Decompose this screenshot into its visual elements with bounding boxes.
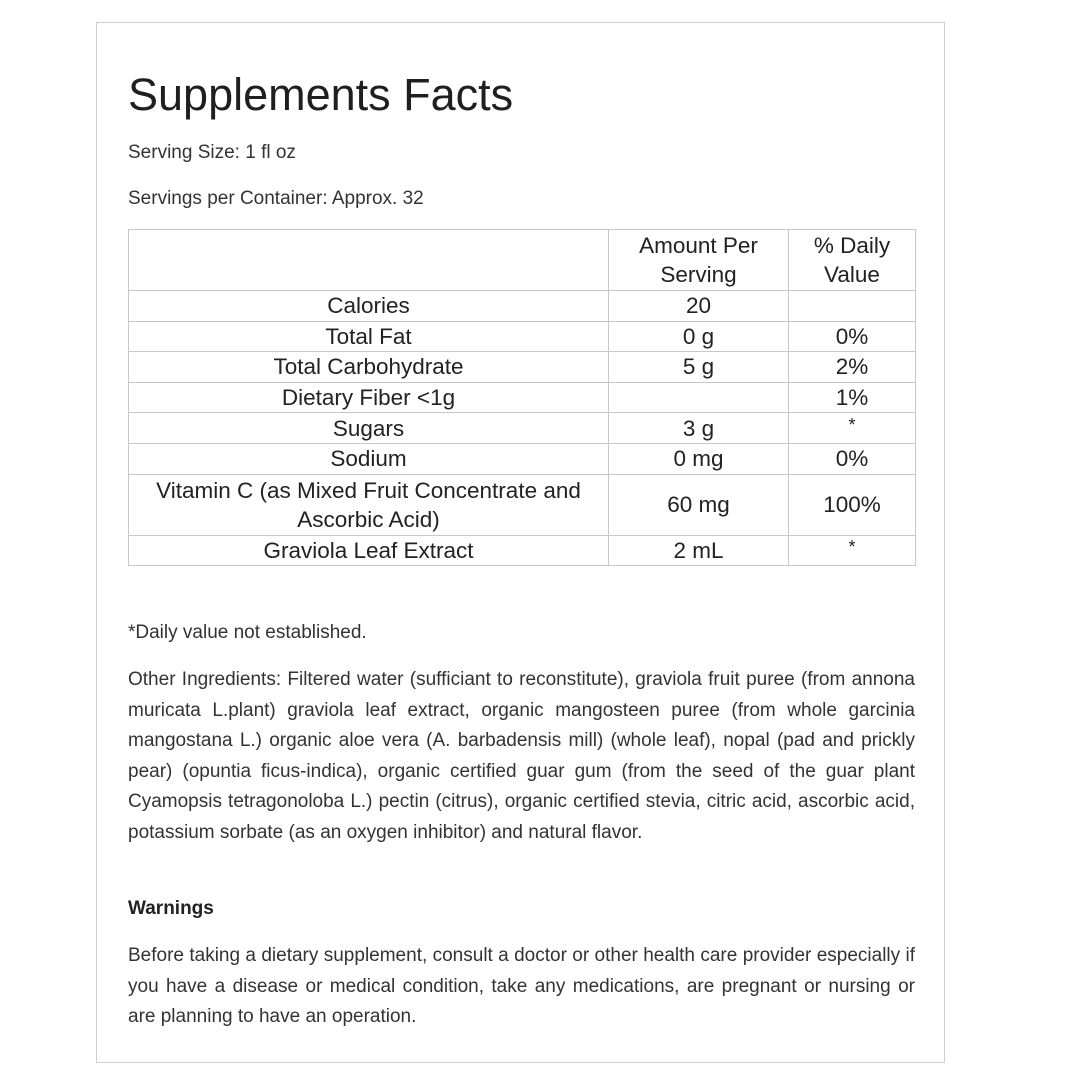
nutrient-name: Total Carbohydrate — [129, 352, 609, 383]
table-row — [129, 413, 916, 444]
nutrient-daily-value: 1% — [789, 382, 916, 413]
nutrient-name: Sodium — [129, 443, 609, 474]
nutrient-amount: 5 g — [609, 352, 789, 383]
nutrient-daily-value: 100% — [789, 474, 916, 535]
supplement-facts-table — [128, 229, 916, 566]
nutrient-name: Graviola Leaf Extract — [129, 535, 609, 566]
nutrient-amount: 60 mg — [609, 474, 789, 535]
table-row — [129, 443, 916, 474]
nutrient-amount: 20 — [609, 291, 789, 322]
table-row — [129, 291, 916, 322]
nutrient-amount: 2 mL — [609, 535, 789, 566]
nutrient-amount: 0 mg — [609, 443, 789, 474]
nutrient-name: Sugars — [129, 413, 609, 444]
nutrient-name: Total Fat — [129, 321, 609, 352]
serving-size: Serving Size: 1 fl oz — [128, 142, 296, 163]
nutrient-name: Calories — [129, 291, 609, 322]
header-daily-value: % Daily Value — [789, 230, 916, 291]
nutrient-daily-value: 0% — [789, 443, 916, 474]
nutrient-name: Vitamin C (as Mixed Fruit Concentrate and Ascorbic Acid) — [129, 474, 609, 535]
other-ingredients: Other Ingredients: Filtered water (sufficiant to reconstitute), graviola fruit puree (from annona muricata L.plant) graviola leaf extract, organic mangosteen puree (from whole garcinia mangostana L.) organic aloe vera (A. barbadensis mill) (whole leaf), nopal (pad and prickly pear) (opuntia ficus-indica), organic certified guar gum (from the seed of the guar plant Cyamopsis tetragonoloba L.) pectin (citrus), organic certified stevia, citric acid, ascorbic acid, potassium sorbate (as an oxygen inhibitor) and natural flavor. — [128, 669, 915, 843]
table-header-row — [129, 230, 916, 291]
header-name-cell — [129, 230, 609, 291]
table-row — [129, 352, 916, 383]
supplement-facts-panel — [96, 22, 945, 1063]
warnings-heading: Warnings — [128, 898, 214, 919]
table-row — [129, 321, 916, 352]
table-row — [129, 474, 916, 535]
nutrient-amount — [609, 382, 789, 413]
nutrient-amount: 3 g — [609, 413, 789, 444]
daily-value-footnote: *Daily value not established. — [128, 622, 367, 643]
daily-value-asterisk: * — [848, 414, 856, 435]
nutrient-amount: 0 g — [609, 321, 789, 352]
nutrient-daily-value — [789, 291, 916, 322]
table-row — [129, 382, 916, 413]
nutrient-daily-value — [789, 535, 916, 566]
daily-value-asterisk: * — [848, 536, 856, 557]
header-amount-per-serving: Amount Per Serving — [609, 230, 789, 291]
servings-per-container: Servings per Container: Approx. 32 — [128, 188, 424, 209]
table-row — [129, 535, 916, 566]
nutrient-daily-value: 2% — [789, 352, 916, 383]
nutrient-daily-value: 0% — [789, 321, 916, 352]
page-title: Supplements Facts — [128, 69, 514, 120]
warnings-text: Before taking a dietary supplement, consult a doctor or other health care provider especially if you have a disease or medical condition, take any medications, are pregnant or nursing or are planning to have an operation. — [128, 945, 915, 1028]
nutrient-daily-value — [789, 413, 916, 444]
nutrient-name: Dietary Fiber <1g — [129, 382, 609, 413]
